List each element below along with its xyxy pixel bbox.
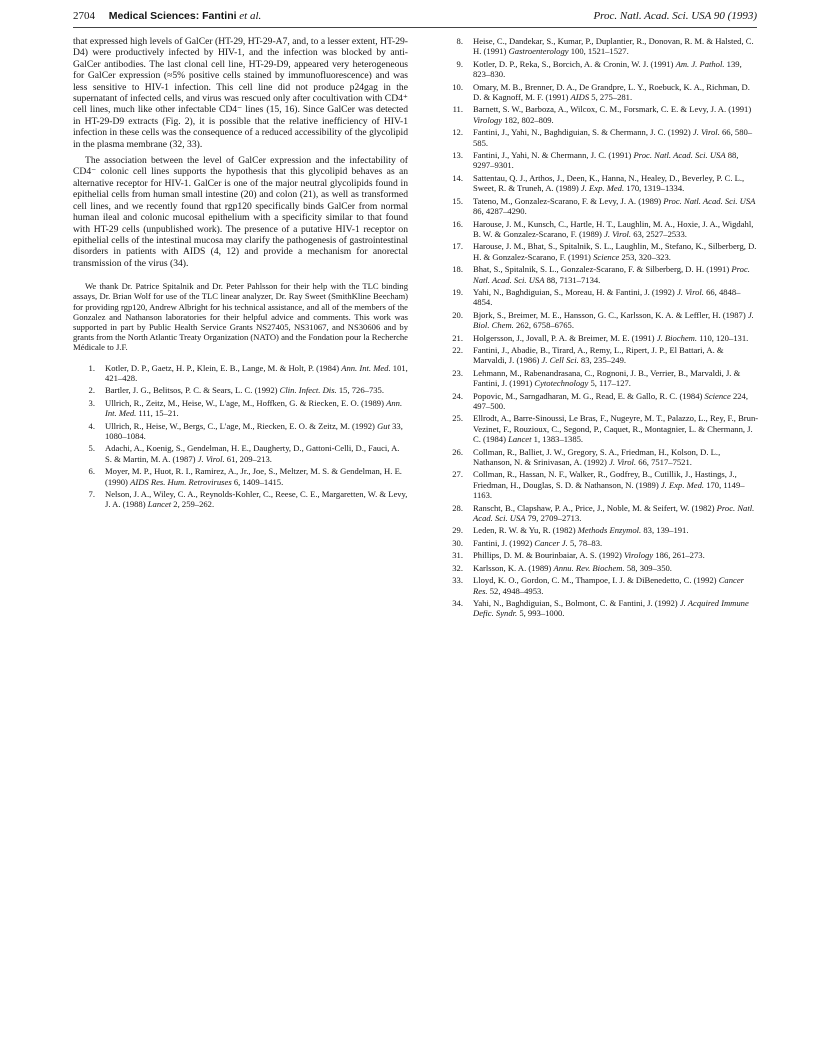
reference-authors: Barnett, S. W., Barboza, A., Wilcox, C. M., Forsmark, C. E. & Levy, J. A. (1991) — [473, 104, 752, 115]
reference-authors: Ellrodt, A., Barre-Sinoussi, Le Bras, F., Nugeyre, M. T., Palazzo, L., Rey, F., Brun-Vezinet, F., Rouzioux, C., Segond, P., Caquet, R., Montagnier, L. & Chermann, J. C. (1984) — [473, 413, 759, 445]
reference-authors: Kotler, D. P., Gaetz, H. P., Klein, E. B., Lange, M. & Holt, P. (1984) — [105, 362, 340, 373]
reference-item — [441, 104, 759, 125]
reference-number: 11. — [452, 104, 463, 115]
reference-item — [441, 82, 759, 103]
reference-authors: Omary, M. B., Brenner, D. A., De Grandpre, L. Y., Roebuck, K. A., Richman, D. D. & Kagnoff, M. F. (1991) — [473, 81, 750, 103]
reference-journal: Am. J. Pathol. — [675, 58, 725, 69]
reference-item — [441, 575, 759, 596]
reference-item — [441, 447, 759, 468]
reference-authors: Phillips, D. M. & Bourinbaiar, A. S. (1992) — [473, 550, 622, 561]
reference-list-right — [441, 36, 759, 619]
reference-number: 16. — [452, 218, 463, 229]
reference-journal: AIDS — [570, 92, 590, 103]
reference-volume-pages: 224, 497–500. — [473, 390, 748, 411]
reference-volume-pages: 100, 1521–1527. — [570, 46, 629, 57]
reference-number: 32. — [452, 562, 463, 573]
reference-item — [441, 59, 759, 80]
reference-volume-pages: 86, 4287–4290. — [473, 206, 527, 217]
reference-authors: Heise, C., Dandekar, S., Kumar, P., Duplantier, R., Donovan, R. M. & Halsted, C. H. (1991) — [473, 36, 754, 57]
reference-authors: Yahi, N., Baghdiguian, S., Bolmont, C. & Fantini, J. (1992) — [473, 597, 678, 608]
reference-authors: Sattentau, Q. J., Arthos, J., Deen, K., Hanna, N., Healey, D., Beverley, P. C. L., Sweet, R. & Truneh, A. (1989) — [473, 172, 745, 194]
page-header — [73, 10, 757, 26]
reference-volume-pages: 5, 993–1000. — [519, 608, 565, 619]
reference-number: 9. — [456, 58, 463, 69]
reference-journal: Proc. Natl. Acad. Sci. USA — [663, 195, 756, 206]
reference-volume-pages: 63, 2527–2533. — [633, 228, 687, 239]
reference-authors: Kotler, D. P., Reka, S., Borcich, A. & Cronin, W. J. (1991) — [473, 58, 674, 69]
reference-volume-pages: 1, 1383–1385. — [533, 434, 584, 445]
reference-authors: Bjork, S., Breimer, M. E., Hansson, G. C., Karlsson, K. A. & Leffler, H. (1987) — [473, 309, 746, 320]
reference-number: 33. — [452, 575, 463, 586]
reference-number: 23. — [452, 367, 463, 378]
reference-item — [441, 219, 759, 240]
reference-volume-pages: 139, 823–830. — [473, 58, 742, 80]
reference-journal: Ann. Int. Med. — [105, 397, 403, 419]
reference-journal: Gut — [377, 420, 390, 431]
reference-number: 30. — [452, 537, 463, 548]
acknowledgments: We thank Dr. Patrice Spitalnik and Dr. Peter Pahlsson for their help with the TLC binding assays, Dr. Brian Wolf for use of the TLC linear analyzer, Dr. Ray Sweet (SmithKline Beecham) for providing rgp120, Andrew Albright for his technical assistance, and all of the members of the Gonzalez and Nathanson laboratories for their helpful advice and comments. This work was supported in part by Public Health Service Grants NS27405, NS31067, and NS30606 and by grants from the North Atlantic Treaty Organization (NATO) and the Fondation pour la Recherche Médicale to J.F. — [73, 281, 408, 353]
reference-journal: Cancer Res. — [473, 575, 745, 596]
reference-journal: Science — [704, 390, 731, 401]
reference-journal: Methods Enzymol. — [577, 525, 642, 536]
reference-authors: Collman, R., Hassan, N. F., Walker, R., Godfrey, B., Cutillik, J., Hastings, J., Friedman, H., Douglas, S. D. & Nathanson, N. (1989) — [473, 469, 737, 490]
reference-number: 27. — [452, 469, 463, 480]
reference-volume-pages: 83, 139–191. — [643, 525, 689, 536]
reference-item — [441, 368, 759, 389]
reference-authors: Bhat, S., Spitalnik, S. L., Gonzalez-Scarano, F. & Silberberg, D. H. (1991) — [473, 264, 730, 275]
reference-volume-pages: 58, 309–350. — [626, 562, 672, 573]
journal-citation: Proc. Natl. Acad. Sci. USA 90 (1993) — [593, 10, 757, 22]
reference-journal: J. Biol. Chem. — [473, 309, 754, 331]
reference-journal: Cancer J. — [534, 537, 568, 548]
reference-number: 22. — [452, 344, 463, 355]
reference-number: 34. — [452, 597, 463, 608]
reference-journal: Annu. Rev. Biochem. — [553, 562, 625, 573]
reference-item — [441, 538, 759, 548]
reference-journal: Proc. Natl. Acad. Sci. USA — [473, 502, 755, 524]
reference-authors: Lloyd, K. O., Gordon, C. M., Thampoe, I. J. & DiBenedetto, C. (1992) — [473, 575, 717, 586]
reference-number: 3. — [88, 397, 95, 408]
reference-number: 18. — [452, 264, 463, 275]
reference-journal: J. Virol. — [604, 228, 632, 239]
reference-number: 26. — [452, 446, 463, 457]
reference-item — [441, 563, 759, 573]
reference-item — [441, 150, 759, 171]
reference-number: 14. — [452, 172, 463, 183]
reference-volume-pages: 79, 2709–2713. — [527, 513, 582, 524]
reference-authors: Fantini, J. (1992) — [473, 537, 533, 548]
reference-journal: Lancet — [147, 499, 172, 510]
reference-number: 25. — [452, 413, 463, 424]
reference-authors: Bartler, J. G., Belitsos, P. C. & Sears, L. C. (1992) — [105, 385, 278, 396]
reference-authors: Leden, R. W. & Yu, R. (1982) — [473, 525, 576, 536]
reference-item — [441, 413, 759, 444]
reference-journal: Proc. Natl. Acad. Sci. USA — [633, 150, 726, 161]
section-title: Medical Sciences: Fantini — [108, 10, 237, 22]
reference-volume-pages: 2, 259–262. — [173, 499, 215, 510]
reference-journal: J. Biochem. — [656, 332, 698, 343]
reference-authors: Adachi, A., Koenig, S., Gendelman, H. E., Daugherty, D., Gattoni-Celli, D., Fauci, A. S. & Martin, M. A. (1987) — [105, 443, 400, 464]
reference-volume-pages: 5, 275–281. — [591, 92, 633, 103]
reference-list-left — [73, 363, 408, 510]
reference-volume-pages: 5, 117–127. — [590, 378, 631, 389]
reference-item — [441, 264, 759, 285]
reference-journal: J. Exp. Med. — [660, 479, 705, 490]
reference-authors: Nelson, J. A., Wiley, C. A., Reynolds-Kohler, C., Reese, C. E., Margaretten, W. & Levy, J. A. (1988) — [105, 489, 408, 510]
reference-volume-pages: 182, 802–809. — [504, 114, 554, 125]
reference-authors: Lehmann, M., Rabenandrasana, C., Rognoni, J. B., Verrier, B., Marvaldi, J. & Fantini, J. (1991) — [473, 367, 741, 389]
header-etal: et al. — [239, 10, 262, 22]
reference-item — [441, 287, 759, 308]
reference-item — [441, 525, 759, 535]
reference-item — [73, 398, 408, 419]
reference-item — [73, 363, 408, 384]
reference-journal: AIDS Res. Hum. Retroviruses — [130, 476, 232, 487]
reference-number: 1. — [88, 362, 95, 373]
reference-volume-pages: 88, 9297–9301. — [473, 150, 739, 171]
reference-volume-pages: 5, 78–83. — [569, 537, 603, 548]
reference-item — [441, 36, 759, 57]
reference-authors: Holgersson, J., Jovall, P. A. & Breimer, M. E. (1991) — [473, 332, 655, 343]
reference-item — [441, 391, 759, 412]
reference-authors: Tateno, M., Gonzalez-Scarano, F. & Levy, J. A. (1989) — [473, 195, 662, 206]
reference-authors: Harouse, J. M., Bhat, S., Spitalnik, S. L., Laughlin, M., Stefano, K., Silberberg, D. H. & Gonzalez-Scarano, F. (1991) — [473, 241, 757, 262]
reference-volume-pages: 61, 209–213. — [226, 453, 272, 464]
reference-number: 6. — [88, 466, 95, 477]
reference-number: 28. — [452, 502, 463, 513]
reference-volume-pages: 253, 320–323. — [621, 251, 671, 262]
reference-journal: Proc. Natl. Acad. Sci. USA — [473, 264, 750, 285]
reference-journal: J. Virol. — [609, 457, 637, 468]
reference-journal: J. Virol. — [676, 286, 704, 297]
reference-item — [73, 385, 408, 395]
reference-authors: Fantini, J., Yahi, N., Baghdiguian, S. & Chermann, J. C. (1992) — [473, 127, 691, 138]
reference-number: 20. — [452, 309, 463, 320]
reference-authors: Popovic, M., Sarngadharan, M. G., Read, E. & Gallo, R. C. (1984) — [473, 390, 703, 401]
reference-item — [73, 489, 408, 510]
reference-volume-pages: 88, 7131–7134. — [546, 274, 601, 285]
reference-number: 15. — [452, 195, 463, 206]
reference-journal: J. Acquired Immune Defic. Syndr. — [473, 597, 749, 619]
reference-volume-pages: 15, 726–735. — [338, 385, 384, 396]
reference-number: 29. — [452, 525, 463, 536]
reference-number: 8. — [456, 36, 463, 46]
reference-item — [441, 333, 759, 343]
reference-number: 10. — [452, 81, 463, 92]
reference-volume-pages: 110, 120–131. — [699, 332, 749, 343]
reference-journal: Clin. Infect. Dis. — [279, 385, 337, 396]
reference-number: 19. — [452, 286, 463, 297]
body-paragraph-2: The association between the level of GalCer expression and the infectability of CD4⁻ colonic cell lines supports the hypothesis that this glycolipid behaves as an alternative receptor for HIV-1. GalCer is one of the major neutral glycolipids found in epithelial cells from human small intestine (20) and colon (21), as well as transformed cell lines, and we recently found that rgp120 specifically binds GalCer from normal human ileal and colonic mucosal epithelium with a specificity similar to that found with HT-29 cells (unpublished work). The presence of a putative HIV-1 receptor on epithelial cells of the intestinal mucosa may clarify the pathogenesis of gastrointestinal disorders in patients with AIDS (4, 12) and provide a mechanism for anorectal transmission of the virus (34). — [73, 155, 408, 269]
reference-item — [73, 421, 408, 442]
reference-item — [441, 173, 759, 194]
reference-number: 7. — [88, 489, 95, 500]
reference-authors: Karlsson, K. A. (1989) — [473, 562, 552, 573]
reference-journal: Science — [593, 251, 620, 262]
reference-journal: Virology — [473, 114, 503, 125]
reference-number: 13. — [452, 150, 463, 161]
reference-volume-pages: 66, 4848–4854. — [473, 286, 741, 308]
reference-volume-pages: 262, 6758–6765. — [515, 320, 574, 331]
reference-volume-pages: 33, 1080–1084. — [105, 420, 403, 441]
header-rule — [73, 27, 757, 28]
left-column — [73, 36, 408, 512]
page-number: 2704 — [73, 10, 95, 22]
reference-authors: Fantini, J., Abadie, B., Tirard, A., Remy, L., Ripert, J. P., El Battari, A. & Marvaldi, J. (1986) — [473, 344, 724, 366]
reference-item — [441, 469, 759, 500]
reference-number: 2. — [88, 385, 95, 396]
reference-authors: Yahi, N., Baghdiguian, S., Moreau, H. & Fantini, J. (1992) — [473, 286, 675, 297]
reference-journal: J. Virol. — [197, 453, 225, 464]
reference-item — [73, 466, 408, 487]
reference-volume-pages: 52, 4948–4953. — [489, 585, 544, 596]
reference-item — [441, 310, 759, 331]
reference-volume-pages: 111, 15–21. — [138, 408, 179, 419]
reference-number: 4. — [88, 420, 95, 431]
reference-authors: Fantini, J., Yahi, N. & Chermann, J. C. (1991) — [473, 150, 632, 161]
reference-journal: Lancet — [508, 434, 532, 445]
body-paragraph-1: that expressed high levels of GalCer (HT-29, HT-29-A7, and, to a lesser extent, HT-29-D4) were productively infected by HIV-1, and the infection was blocked by anti-GalCer antibodies. The last clonal cell line, HT-29-D9, appeared very heterogeneous for GalCer expression (≈5% positive cells stained by immunofluorescence) and was less sensitive to HIV-1 infection. This cell line did not produce p24gag in the supernatant of infected cells, and virus was rescued only after cocultivation with CD4⁺ cell lines, much like other infectable CD4⁻ lines (15, 16). Since GalCer was detected in HT-29-D9 extracts (Fig. 2), it is possible that the relative inefficiency of HIV-1 infection in these cells was the consequence of a reduced accessibility of the glycolipid in the plasma membrane (32, 33). — [73, 36, 408, 150]
reference-item — [441, 550, 759, 560]
reference-journal: J. Exp. Med. — [580, 183, 625, 194]
reference-number: 12. — [452, 127, 463, 138]
reference-number: 24. — [452, 390, 463, 401]
reference-number: 17. — [452, 241, 463, 252]
reference-item — [441, 127, 759, 148]
reference-item — [441, 241, 759, 262]
reference-volume-pages: 101, 421–428. — [105, 362, 408, 383]
reference-volume-pages: 6, 1409–1415. — [233, 476, 284, 487]
reference-volume-pages: 66, 580–585. — [473, 127, 753, 148]
reference-volume-pages: 186, 261–273. — [655, 550, 705, 561]
reference-authors: Ullrich, R., Zeitz, M., Heise, W., L'age, M., Hoffken, G. & Riecken, E. O. (1989) — [105, 397, 384, 408]
reference-journal: Gastroenterology — [508, 46, 569, 57]
right-column — [441, 36, 759, 621]
reference-volume-pages: 170, 1319–1334. — [626, 183, 685, 194]
reference-journal: J. Cell Sci. — [541, 355, 579, 366]
reference-journal: Ann. Int. Med. — [341, 362, 391, 373]
reference-number: 31. — [452, 550, 463, 561]
reference-number: 21. — [452, 332, 463, 343]
reference-item — [73, 443, 408, 464]
reference-volume-pages: 66, 7517–7521. — [638, 457, 692, 468]
reference-journal: Virology — [624, 550, 654, 561]
reference-item — [441, 196, 759, 217]
reference-item — [441, 503, 759, 524]
reference-item — [441, 598, 759, 619]
reference-item — [441, 345, 759, 366]
reference-journal: J. Virol. — [692, 127, 720, 138]
reference-volume-pages: 170, 1149–1163. — [473, 479, 745, 501]
reference-authors: Harouse, J. M., Kunsch, C., Hartle, H. T., Laughlin, M. A., Hoxie, J. A., Wigdahl, B. W. & Gonzalez-Scarano, F. (1989) — [473, 218, 754, 239]
reference-authors: Moyer, M. P., Huot, R. I., Ramirez, A., Jr., Joe, S., Meltzer, M. S. & Gendelman, H. E. (1990) — [105, 466, 402, 487]
reference-number: 5. — [88, 443, 95, 454]
reference-authors: Ranscht, B., Clapshaw, P. A., Price, J., Noble, M. & Seifert, W. (1982) — [473, 502, 715, 513]
reference-authors: Collman, R., Balliet, J. W., Gregory, S. A., Friedman, H., Kolson, D. L., Nathanson, N. & Srinivasan, A. (1992) — [473, 446, 721, 468]
reference-journal: Cytotechnology — [534, 378, 589, 389]
reference-authors: Ullrich, R., Heise, W., Bergs, C., L'age, M., Riecken, E. O. & Zeitz, M. (1992) — [105, 420, 375, 431]
header-left — [73, 10, 261, 22]
reference-volume-pages: 83, 235–249. — [580, 355, 627, 366]
